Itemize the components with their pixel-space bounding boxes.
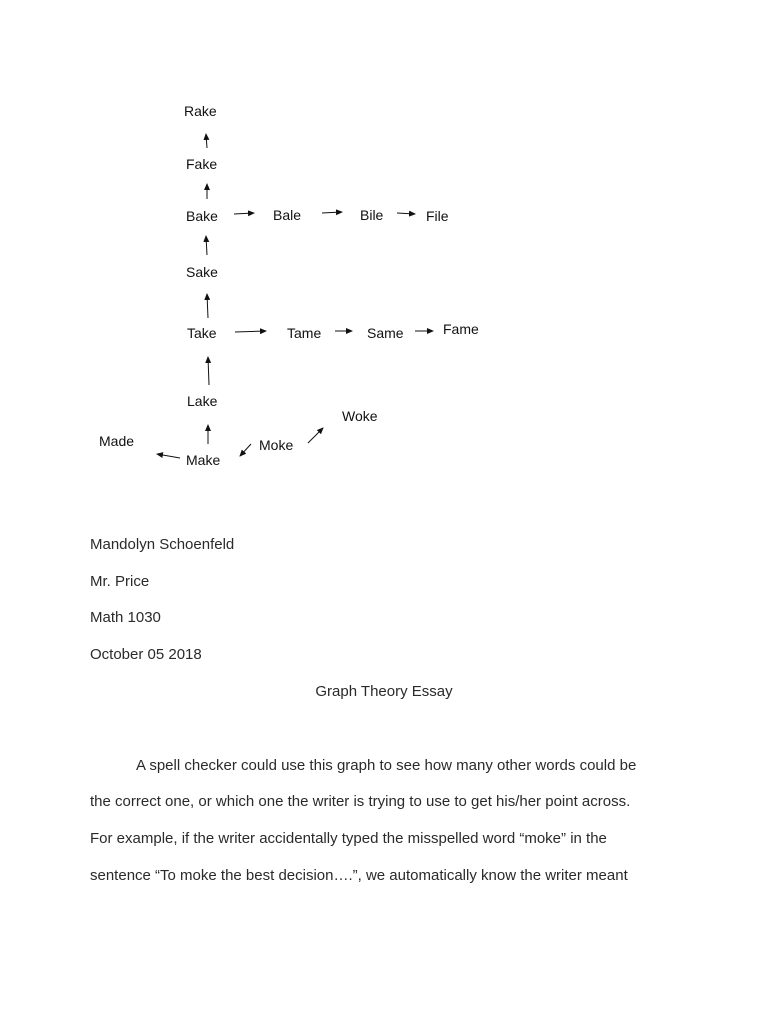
edge-moke-woke [308, 428, 323, 443]
essay-title: Graph Theory Essay [315, 683, 453, 700]
edge-sake-bake [206, 236, 207, 255]
node-make: Make [186, 452, 221, 468]
paragraph-line-4: sentence “To moke the best decision….”, we automatically know the writer meant [90, 867, 628, 884]
node-file: File [426, 208, 449, 224]
node-same: Same [367, 325, 404, 341]
edge-bale-bile [322, 212, 342, 213]
edge-lake-take [208, 357, 209, 385]
node-bale: Bale [273, 207, 302, 223]
paragraph-line-2: the correct one, or which one the writer is trying to use to get his/her point across. [90, 793, 631, 810]
node-fake: Fake [186, 156, 218, 172]
teacher-name: Mr. Price [90, 573, 150, 590]
paragraph-line-3: For example, if the writer accidentally typed the misspelled word “moke” in the [90, 830, 607, 847]
node-fame: Fame [443, 321, 479, 337]
edge-take-sake [207, 294, 208, 318]
essay-date: October 05 2018 [90, 646, 202, 663]
course-name: Math 1030 [90, 609, 161, 626]
node-tame: Tame [287, 325, 322, 341]
node-take: Take [187, 325, 217, 341]
node-rake: Rake [184, 103, 217, 119]
edge-fake-rake [206, 134, 207, 148]
word-graph-diagram [0, 0, 768, 500]
edge-make-made [157, 454, 180, 458]
node-bile: Bile [360, 207, 384, 223]
node-woke: Woke [342, 408, 378, 424]
node-bake: Bake [186, 208, 218, 224]
paragraph-line-1: A spell checker could use this graph to see how many other words could be [136, 757, 637, 774]
edge-make-moke [240, 444, 251, 456]
author-name: Mandolyn Schoenfeld [90, 536, 235, 553]
node-lake: Lake [187, 393, 218, 409]
node-made: Made [99, 433, 135, 449]
edge-bake-bale [234, 213, 254, 214]
node-sake: Sake [186, 264, 218, 280]
node-moke: Moke [259, 437, 294, 453]
edge-take-tame [235, 331, 266, 332]
edge-bile-file [397, 213, 415, 214]
